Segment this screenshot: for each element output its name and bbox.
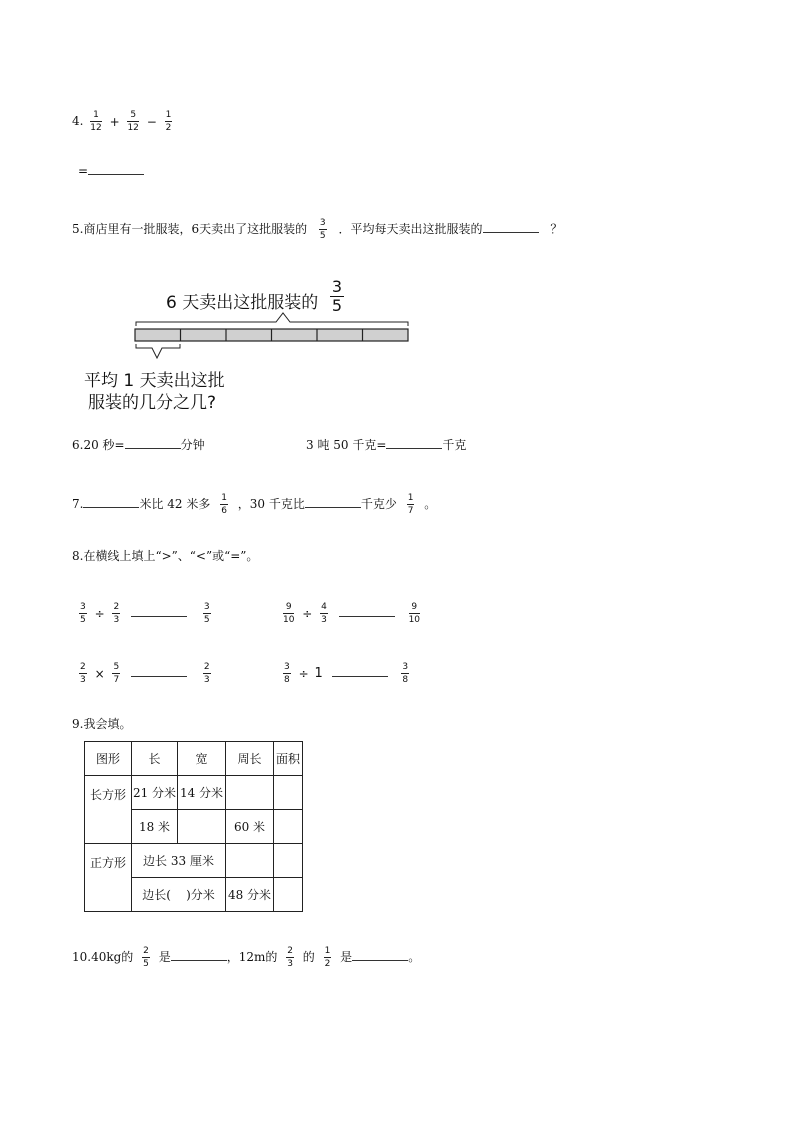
fraction: $\frac{2}{5}$: [143, 946, 149, 969]
table-header: 面积: [274, 742, 303, 776]
table-cell-empty[interactable]: [274, 844, 303, 878]
answer-blank[interactable]: [125, 438, 181, 449]
answer-blank[interactable]: [131, 666, 187, 677]
table-cell-empty[interactable]: [226, 776, 274, 810]
fraction: $\frac{1}{2}$: [165, 110, 172, 133]
shape-table: [84, 741, 303, 912]
fraction: $\frac{2}{3}$: [287, 946, 293, 969]
fraction: $\frac{3}{8}$: [284, 662, 290, 685]
multiply-sign: ×: [94, 666, 105, 681]
answer-blank[interactable]: [386, 438, 442, 449]
table-header: 长: [132, 742, 178, 776]
fraction: $\frac{3}{5}$: [80, 602, 86, 625]
bar-diagram: [128, 308, 418, 372]
table-header: 图形: [85, 742, 132, 776]
diagram-bottom-label-2: 服装的几分之几?: [88, 393, 217, 413]
question-4-answer: =: [78, 163, 144, 179]
comparison-item-1: [76, 602, 214, 625]
table-cell: 18 米: [132, 810, 178, 844]
plus-sign: +: [109, 114, 120, 129]
divide-sign: ÷: [94, 606, 105, 621]
question-5: 5.商店里有一批服装，6天卖出了这批服装的 $\frac{3}{5}$ ．平均每天卖出这批服装的 ？: [72, 218, 563, 241]
table-cell: 60 米: [226, 810, 274, 844]
comparison-item-2: [280, 602, 423, 625]
diagram-top-label: 6 天卖出这批服装的: [166, 293, 319, 313]
answer-blank[interactable]: [171, 950, 227, 961]
fraction: $\frac{5}{7}$: [113, 662, 120, 685]
fraction: $\frac{2}{3}$: [113, 602, 120, 625]
answer-blank[interactable]: [352, 950, 408, 961]
question-9-title: 9.我会填。: [72, 717, 132, 731]
minus-sign: −: [146, 114, 157, 129]
table-header: 周长: [226, 742, 274, 776]
fraction: $\frac{1}{6}$: [221, 493, 227, 516]
answer-blank[interactable]: [483, 222, 539, 233]
fraction: $\frac{3}{8}$: [402, 662, 409, 685]
question-10: 10.40kg的 $\frac{2}{5}$ 是 ，12m的 $\frac{2}{3}$ 的 $\frac{1}{2}$ 是 。: [72, 946, 421, 969]
table-header-row: [85, 742, 303, 776]
fraction: $\frac{3}{5}$: [203, 602, 210, 625]
answer-blank[interactable]: [305, 497, 361, 508]
answer-blank[interactable]: [332, 666, 388, 677]
fraction: $\frac{1}{7}$: [407, 493, 414, 516]
question-8-title: 8.在横线上填上“>”、“<”或“=”。: [72, 549, 259, 563]
fraction: $\frac{5}{12}$: [127, 110, 139, 133]
table-cell-empty[interactable]: [274, 878, 303, 912]
table-header: 宽: [178, 742, 226, 776]
fraction: $\frac{1}{12}$: [90, 110, 102, 133]
question-7: 7. 米比 42 米多 $\frac{1}{6}$ ，30 千克比 千克少 $\frac{1}{7}$ 。: [72, 493, 437, 516]
table-cell: 14 分米: [178, 776, 226, 810]
table-cell: 21 分米: [132, 776, 178, 810]
table-cell-empty[interactable]: [178, 810, 226, 844]
table-cell: 边长 33 厘米: [132, 844, 226, 878]
diagram-bottom-label-1: 平均 1 天卖出这批: [84, 371, 225, 391]
comparison-item-4: $\frac{3}{8}$ ÷ 1 $\frac{3}{8}$: [284, 662, 409, 685]
fraction: $\frac{2}{3}$: [80, 662, 86, 685]
fraction: $\frac{4}{3}$: [321, 602, 327, 625]
row-label-rectangle: 长方形: [85, 776, 132, 844]
answer-blank[interactable]: [88, 164, 144, 175]
question-4: [72, 110, 175, 133]
table-cell-empty[interactable]: [226, 844, 274, 878]
table-cell: 边长( )分米: [132, 878, 226, 912]
fraction: $\frac{9}{10}$: [408, 602, 421, 625]
table-cell-empty[interactable]: [274, 776, 303, 810]
answer-blank[interactable]: [83, 497, 139, 508]
divide-sign: ÷: [298, 666, 309, 681]
table-row: [85, 844, 303, 878]
row-label-square: 正方形: [85, 844, 132, 912]
fraction: $\frac{2}{3}$: [203, 662, 210, 685]
answer-blank[interactable]: [131, 606, 187, 617]
question-6b: 3 吨 50 千克= 千克: [306, 438, 467, 452]
fraction: $\frac{3}{5}$: [319, 218, 326, 241]
table-cell-empty[interactable]: [274, 810, 303, 844]
question-number: 4.: [72, 114, 84, 128]
table-cell: 48 分米: [226, 878, 274, 912]
answer-blank[interactable]: [339, 606, 395, 617]
question-6a: 6.20 秒= 分钟: [72, 438, 205, 452]
fraction: $\frac{9}{10}$: [283, 602, 295, 625]
comparison-item-3: [76, 662, 214, 685]
divide-sign: ÷: [302, 606, 313, 621]
diagram-top-fraction: 3 5: [331, 277, 343, 315]
fraction: $\frac{1}{2}$: [324, 946, 331, 969]
table-row: [85, 776, 303, 810]
